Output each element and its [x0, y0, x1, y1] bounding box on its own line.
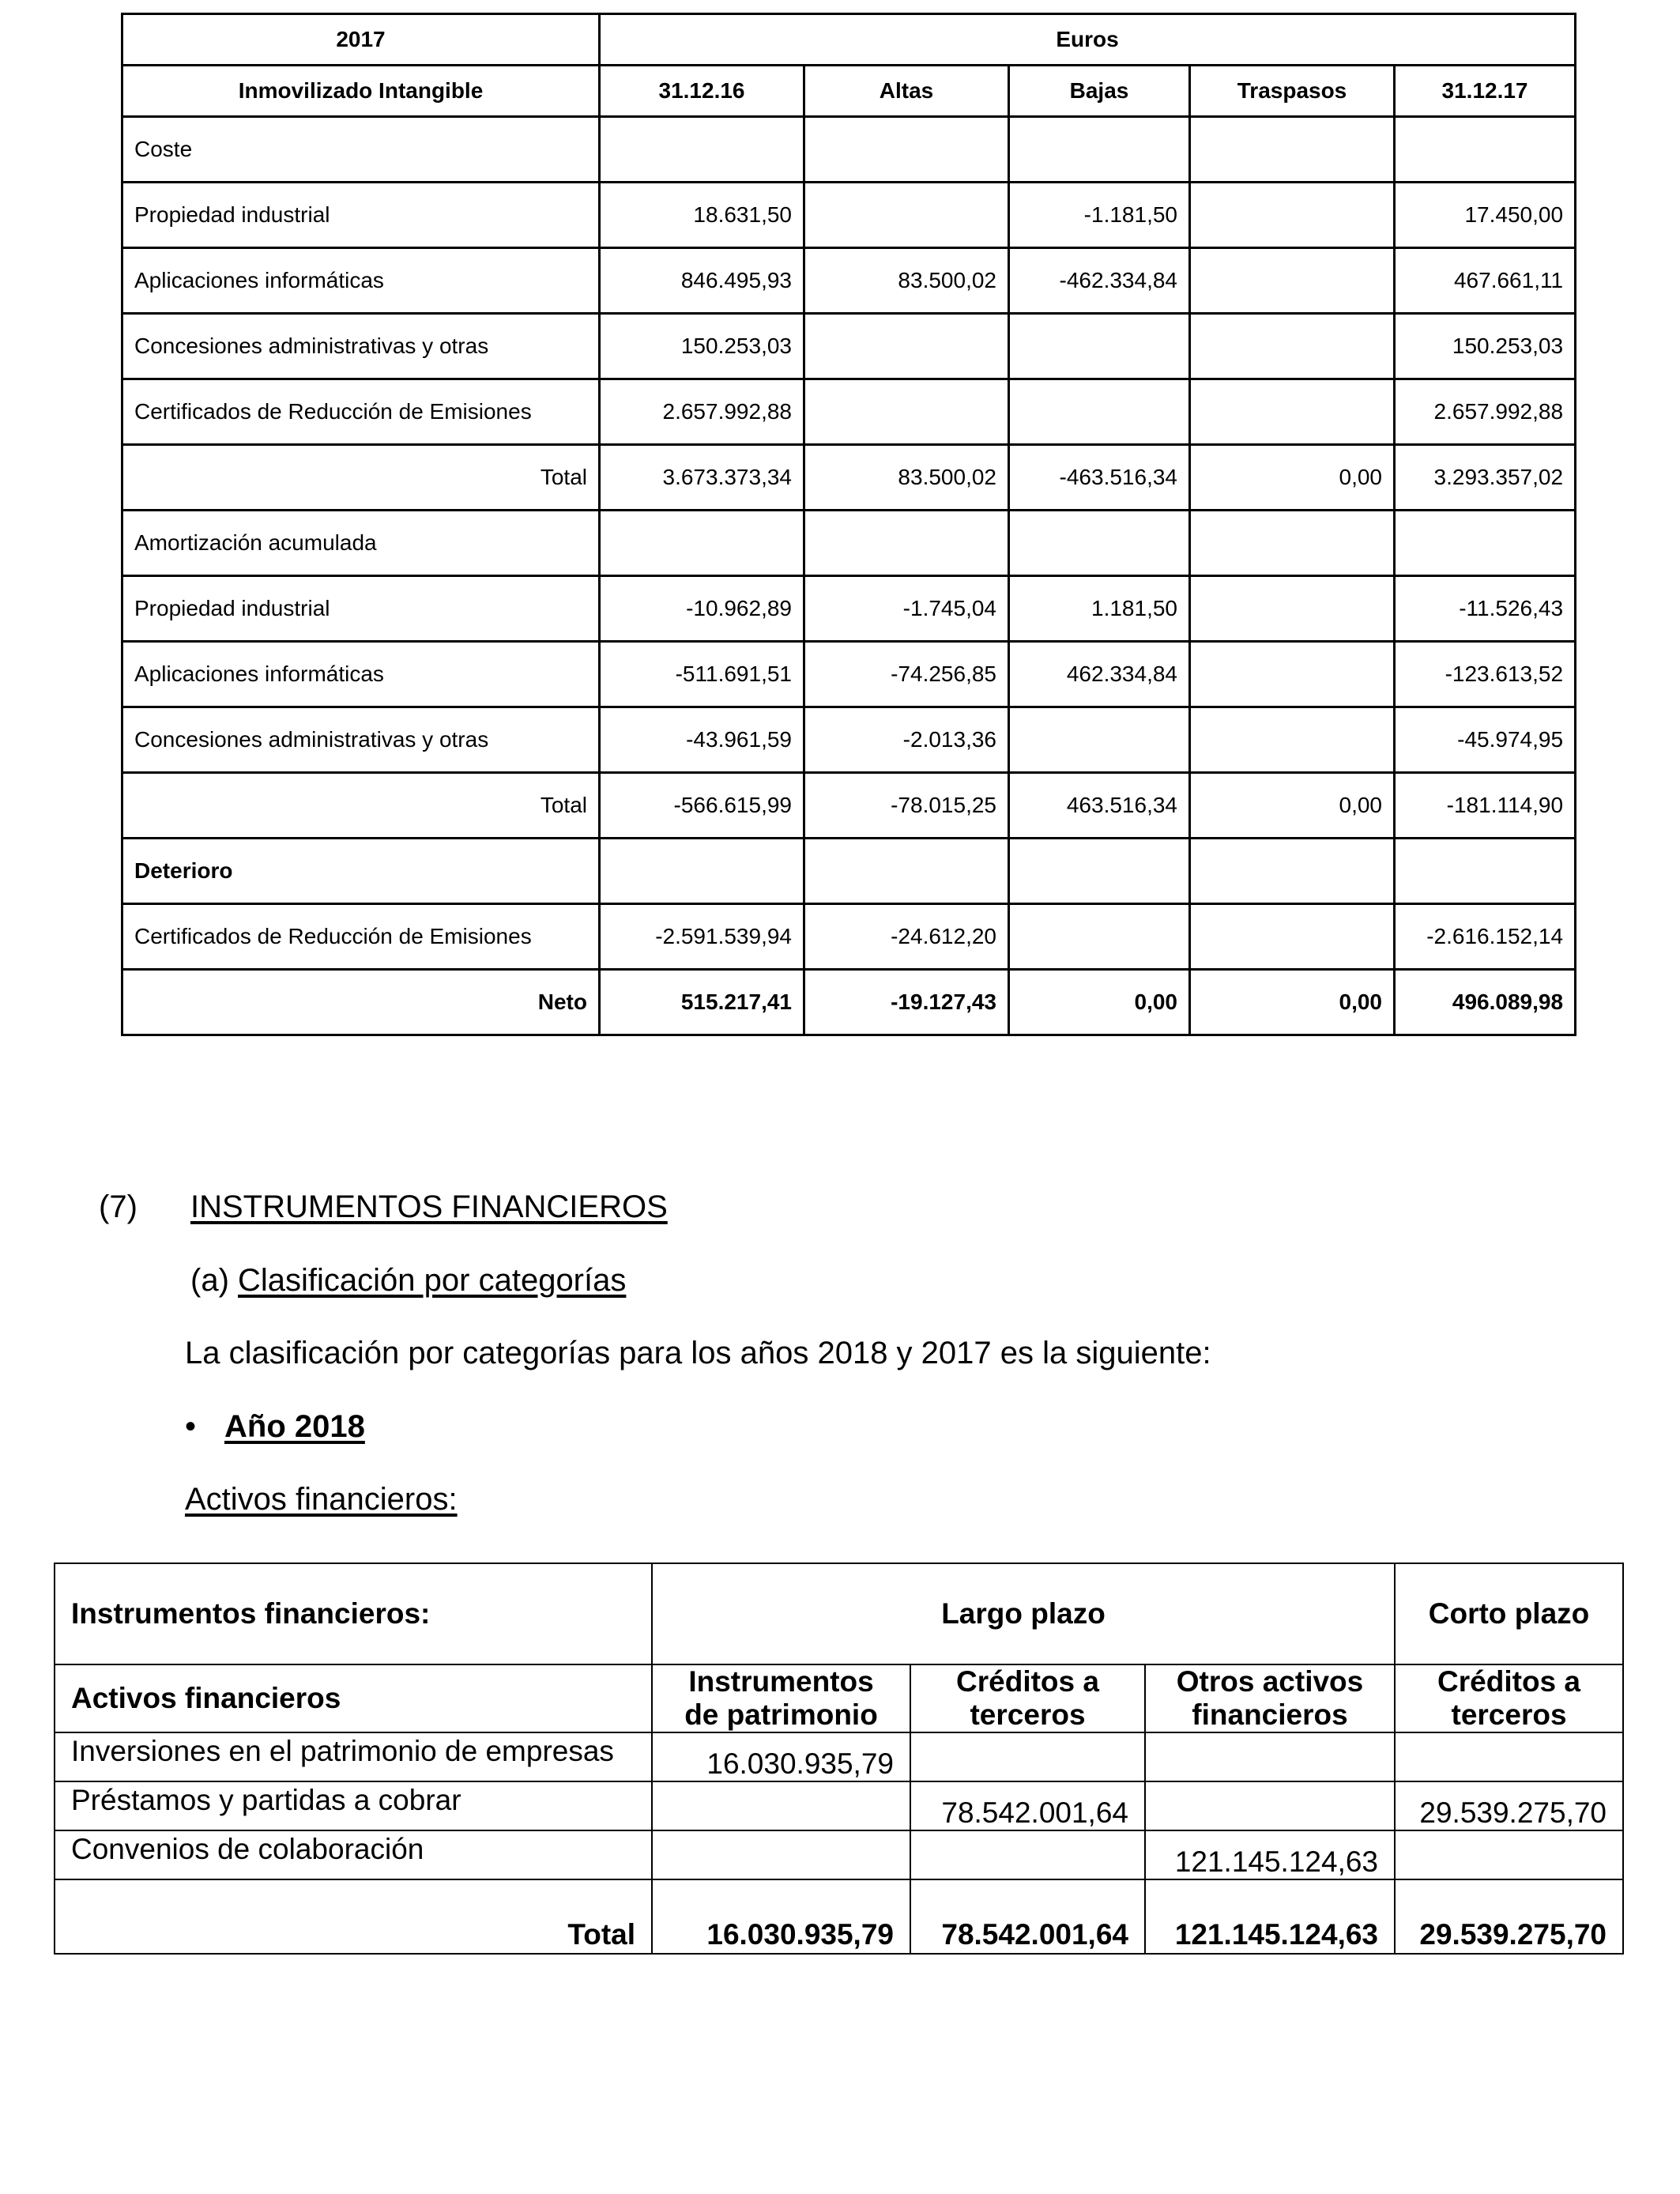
year-header: 2017	[122, 14, 600, 66]
cell: 0,00	[1190, 773, 1395, 839]
cell: -2.013,36	[804, 707, 1009, 773]
row-label: Certificados de Reducción de Emisiones	[122, 904, 600, 970]
net-total-row	[122, 970, 1576, 1035]
header-label: Instrumentos financieros:	[55, 1563, 652, 1664]
bullet-icon: •	[185, 1409, 197, 1444]
cell: 462.334,84	[1009, 642, 1190, 707]
cell: -10.962,89	[600, 576, 804, 642]
row-label: Propiedad industrial	[122, 576, 600, 642]
short-term-header: Corto plazo	[1395, 1563, 1623, 1664]
cell: 463.516,34	[1009, 773, 1190, 839]
cell: 121.145.124,63	[1145, 1830, 1395, 1879]
cell	[1009, 379, 1190, 445]
table-row	[122, 314, 1576, 379]
cell: 515.217,41	[600, 970, 804, 1035]
cell: -1.745,04	[804, 576, 1009, 642]
table-row	[122, 576, 1576, 642]
table-row	[122, 379, 1576, 445]
cell	[1009, 511, 1190, 576]
column-header: Inmovilizado Intangible	[122, 66, 600, 117]
cell: 846.495,93	[600, 248, 804, 314]
table-row	[55, 1781, 1623, 1830]
row-label: Neto	[122, 970, 600, 1035]
subsection-prefix: (a)	[190, 1263, 229, 1298]
cell	[1190, 183, 1395, 248]
cell: 0,00	[1190, 445, 1395, 511]
cell	[600, 511, 804, 576]
cell: -45.974,95	[1395, 707, 1576, 773]
cell: -19.127,43	[804, 970, 1009, 1035]
cell: 17.450,00	[1395, 183, 1576, 248]
cell	[1395, 117, 1576, 183]
table-row	[122, 183, 1576, 248]
cell: 467.661,11	[1395, 248, 1576, 314]
cell: 2.657.992,88	[1395, 379, 1576, 445]
financial-assets-table	[54, 1563, 1624, 1955]
cell: 16.030.935,79	[652, 1879, 910, 1954]
cell	[1190, 904, 1395, 970]
cell: 83.500,02	[804, 248, 1009, 314]
cell: -11.526,43	[1395, 576, 1576, 642]
cell: 1.181,50	[1009, 576, 1190, 642]
cell: -78.015,25	[804, 773, 1009, 839]
cell: -463.516,34	[1009, 445, 1190, 511]
cell	[804, 314, 1009, 379]
cell	[910, 1830, 1145, 1879]
row-label: Certificados de Reducción de Emisiones	[122, 379, 600, 445]
cell: 150.253,03	[600, 314, 804, 379]
table-row	[122, 904, 1576, 970]
cell	[1395, 511, 1576, 576]
cell	[1190, 248, 1395, 314]
cell: -123.613,52	[1395, 642, 1576, 707]
cell: 121.145.124,63	[1145, 1879, 1395, 1954]
cell: 150.253,03	[1395, 314, 1576, 379]
cell	[600, 117, 804, 183]
cell: 0,00	[1190, 970, 1395, 1035]
table-header-row	[55, 1563, 1623, 1664]
column-header-row	[55, 1664, 1623, 1732]
cell	[1009, 839, 1190, 904]
row-label: Inversiones en el patrimonio de empresas	[55, 1732, 652, 1781]
table-row	[122, 117, 1576, 183]
table-row	[122, 642, 1576, 707]
cell	[1190, 314, 1395, 379]
row-label: Propiedad industrial	[122, 183, 600, 248]
table-row	[55, 1732, 1623, 1781]
cell: 29.539.275,70	[1395, 1879, 1623, 1954]
cell	[1190, 511, 1395, 576]
cell: -511.691,51	[600, 642, 804, 707]
assets-heading: Activos financieros:	[185, 1482, 458, 1517]
cell	[1190, 379, 1395, 445]
column-header: 31.12.17	[1395, 66, 1576, 117]
cell: -462.334,84	[1009, 248, 1190, 314]
table-row	[122, 839, 1576, 904]
cell	[1009, 904, 1190, 970]
table-row	[122, 511, 1576, 576]
cell: 16.030.935,79	[652, 1732, 910, 1781]
subtotal-row	[122, 773, 1576, 839]
cell	[1190, 707, 1395, 773]
row-label: Total	[122, 445, 600, 511]
column-header: Créditos a terceros	[910, 1664, 1145, 1732]
header-label: Activos financieros	[55, 1664, 652, 1732]
table-row	[55, 1830, 1623, 1879]
table-header-row	[122, 14, 1576, 66]
subsection-heading	[190, 1263, 626, 1299]
cell: -181.114,90	[1395, 773, 1576, 839]
cell	[1395, 839, 1576, 904]
cell: 496.089,98	[1395, 970, 1576, 1035]
total-row	[55, 1879, 1623, 1954]
currency-header: Euros	[600, 14, 1576, 66]
intangible-assets-table	[121, 13, 1576, 1036]
cell	[1190, 839, 1395, 904]
cell	[910, 1732, 1145, 1781]
subtotal-row	[122, 445, 1576, 511]
row-label: Deterioro	[122, 839, 600, 904]
row-label: Concesiones administrativas y otras	[122, 707, 600, 773]
cell	[804, 511, 1009, 576]
cell: -74.256,85	[804, 642, 1009, 707]
cell: 83.500,02	[804, 445, 1009, 511]
cell	[652, 1781, 910, 1830]
row-label: Concesiones administrativas y otras	[122, 314, 600, 379]
column-header: Altas	[804, 66, 1009, 117]
row-label: Total	[122, 773, 600, 839]
row-label: Convenios de colaboración	[55, 1830, 652, 1879]
cell: -24.612,20	[804, 904, 1009, 970]
column-header: Traspasos	[1190, 66, 1395, 117]
row-label: Total	[55, 1879, 652, 1954]
year-heading: Año 2018	[224, 1409, 365, 1444]
column-header: Créditos a terceros	[1395, 1664, 1623, 1732]
column-header-row	[122, 66, 1576, 117]
cell: -2.591.539,94	[600, 904, 804, 970]
cell: 18.631,50	[600, 183, 804, 248]
table-row	[122, 707, 1576, 773]
cell: 3.673.373,34	[600, 445, 804, 511]
cell	[600, 839, 804, 904]
cell	[1190, 117, 1395, 183]
cell: -43.961,59	[600, 707, 804, 773]
cell: -1.181,50	[1009, 183, 1190, 248]
long-term-header: Largo plazo	[652, 1563, 1395, 1664]
row-label: Aplicaciones informáticas	[122, 248, 600, 314]
cell: -566.615,99	[600, 773, 804, 839]
cell	[1009, 707, 1190, 773]
row-label: Coste	[122, 117, 600, 183]
cell	[1190, 642, 1395, 707]
cell	[804, 183, 1009, 248]
cell	[1009, 314, 1190, 379]
cell	[1145, 1781, 1395, 1830]
column-header: Bajas	[1009, 66, 1190, 117]
cell	[804, 117, 1009, 183]
column-header: Instrumentos de patrimonio	[652, 1664, 910, 1732]
cell	[1009, 117, 1190, 183]
table-row	[122, 248, 1576, 314]
section-number: (7)	[99, 1189, 137, 1224]
cell: 3.293.357,02	[1395, 445, 1576, 511]
subsection-title: Clasificación por categorías	[238, 1263, 627, 1298]
column-header: Otros activos financieros	[1145, 1664, 1395, 1732]
cell	[1395, 1732, 1623, 1781]
cell	[804, 839, 1009, 904]
cell: 29.539.275,70	[1395, 1781, 1623, 1830]
cell	[652, 1830, 910, 1879]
section-title: INSTRUMENTOS FINANCIEROS	[190, 1189, 668, 1224]
cell: -2.616.152,14	[1395, 904, 1576, 970]
cell	[804, 379, 1009, 445]
cell: 78.542.001,64	[910, 1879, 1145, 1954]
cell	[1145, 1732, 1395, 1781]
cell: 0,00	[1009, 970, 1190, 1035]
cell	[1395, 1830, 1623, 1879]
row-label: Amortización acumulada	[122, 511, 600, 576]
row-label: Aplicaciones informáticas	[122, 642, 600, 707]
intro-paragraph: La clasificación por categorías para los años 2018 y 2017 es la siguiente:	[185, 1336, 1211, 1370]
column-header: 31.12.16	[600, 66, 804, 117]
cell: 78.542.001,64	[910, 1781, 1145, 1830]
cell	[1190, 576, 1395, 642]
row-label: Préstamos y partidas a cobrar	[55, 1781, 652, 1830]
cell: 2.657.992,88	[600, 379, 804, 445]
